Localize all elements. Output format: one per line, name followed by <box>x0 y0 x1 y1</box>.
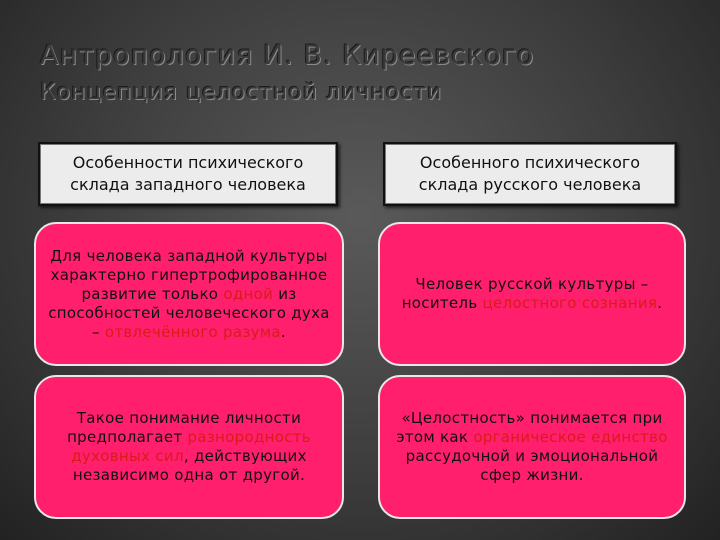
personality-understanding-card <box>34 375 344 519</box>
text-part: . <box>657 294 663 312</box>
russian-column-header: Особенного психического склада русского человека <box>383 142 677 206</box>
integrity-text <box>390 409 674 485</box>
highlight-text: разнородность духовных сил <box>71 428 311 465</box>
text-part: Для человека западной культуры характерно гипертрофированное развитие только <box>50 246 328 303</box>
slide-subtitle: Концепция целостной личности <box>40 80 443 105</box>
text-part: рассудочной и эмоциональной сфер жизни. <box>405 447 659 484</box>
highlight-text: отвлечённого разума <box>104 322 281 341</box>
text-part: «Целостность» понимается при этом как <box>396 409 663 446</box>
integrity-card <box>378 375 686 519</box>
highlight-text: одной <box>223 284 274 303</box>
russian-culture-text <box>390 275 674 313</box>
slide-title: Антропология И. В. Киреевского <box>40 40 535 71</box>
highlight-text: органическое единство <box>473 428 668 446</box>
text-part: Человек русской культуры – носитель <box>401 275 649 312</box>
western-culture-text <box>46 247 332 342</box>
text-part: , действующих независимо одна от другой. <box>72 447 307 484</box>
text-part: Такое понимание личности предполагает <box>67 409 302 446</box>
western-column-header: Особенности психического склада западного человека <box>38 142 338 206</box>
text-part: из способностей человеческого духа – <box>48 284 330 341</box>
text-part: . <box>280 322 286 341</box>
personality-understanding-text <box>46 409 332 485</box>
russian-culture-card <box>378 222 686 366</box>
highlight-text: целостного сознания <box>482 294 658 312</box>
western-culture-card <box>34 222 344 366</box>
